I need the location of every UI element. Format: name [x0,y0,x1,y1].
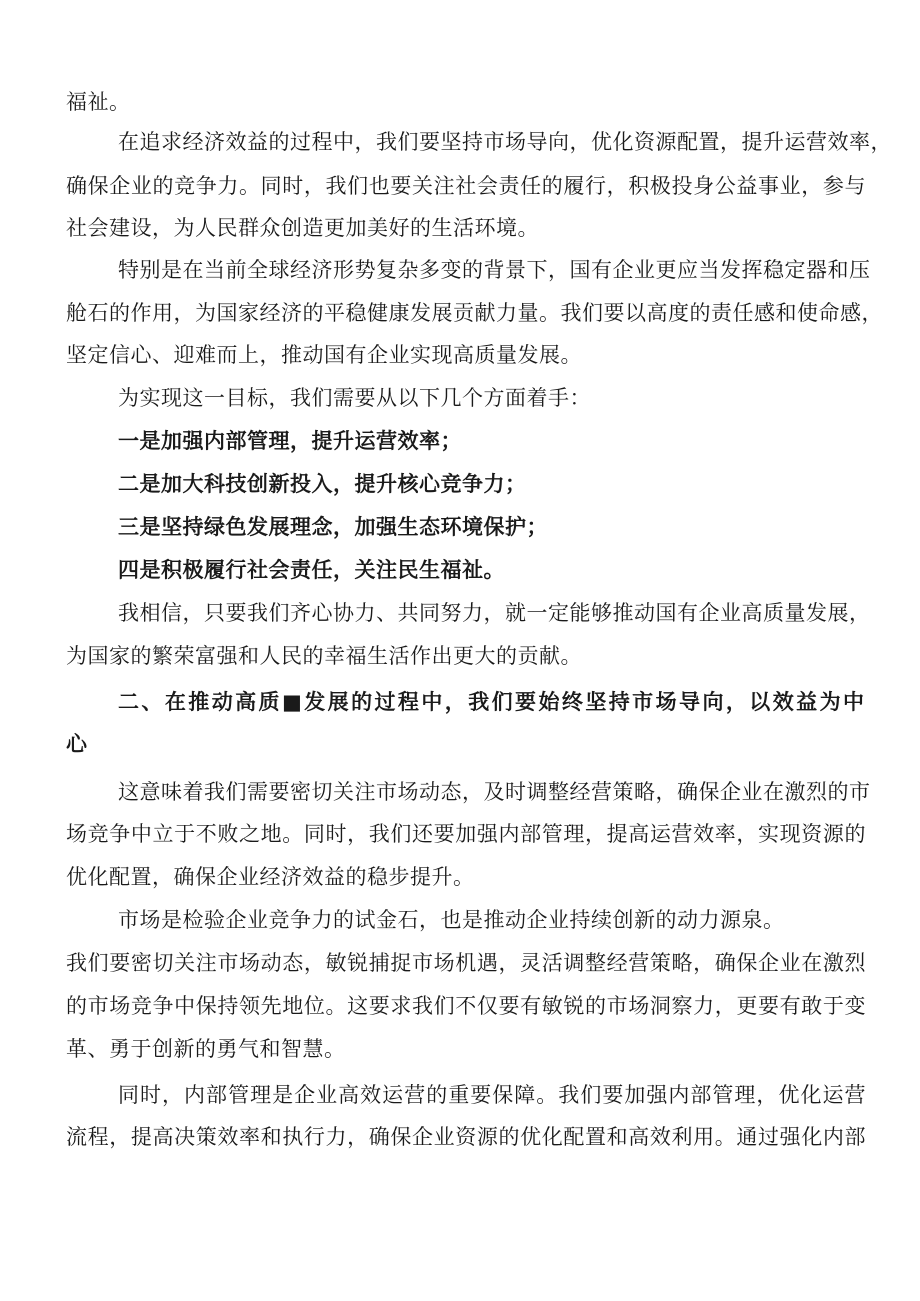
paragraph-line: 我相信，只要我们齐心协力、共同努力，就一定能够推动国有企业高质量发展， [118,601,871,625]
paragraph-line: 舱石的作用，为国家经济的平稳健康发展贡献力量。我们要以高度的责任感和使命感， [66,301,883,325]
list-item-line: 三是坚持绿色发展理念，加强生态环境保护； [118,514,548,539]
paragraph-line: 这意味着我们需要密切关注市场动态，及时调整经营策略，确保企业在激烈的市 [118,780,871,804]
paragraph-line: 为实现这一目标，我们需要从以下几个方面着手： [118,386,591,410]
paragraph-line: 确保企业的竞争力。同时，我们也要关注社会责任的履行，积极投身公益事业，参与 [66,174,866,198]
paragraph-line: 优化配置，确保企业经济效益的稳步提升。 [66,865,475,889]
section-heading-line: 二、在推动高质■发展的过程中，我们要始终坚持市场导向，以效益为中 [118,689,866,714]
list-item-line: 一是加强内部管理，提升运营效率； [118,428,462,453]
paragraph-line: 我们要密切关注市场动态，敏锐捕捉市场机遇，灵活调整经营策略，确保企业在激烈 [66,951,866,975]
paragraph-line: 福祉。 [66,90,131,114]
paragraph-line: 同时，内部管理是企业高效运营的重要保障。我们要加强内部管理，优化运营 [118,1083,866,1107]
paragraph-line: 在追求经济效益的过程中，我们要坚持市场导向，优化资源配置，提升运营效率， [118,130,892,154]
paragraph-line: 特别是在当前全球经济形势复杂多变的背景下，国有企业更应当发挥稳定器和压 [118,258,871,282]
paragraph-line: 市场是检验企业竞争力的试金石，也是推动企业持续创新的动力源泉。 [118,908,785,932]
paragraph-line: 社会建设，为人民群众创造更加美好的生活环境。 [66,216,539,240]
paragraph-line: 流程，提高决策效率和执行力，确保企业资源的优化配置和高效利用。通过强化内部 [66,1125,866,1149]
section-heading-line: 心 [66,731,89,756]
paragraph-line: 的市场竞争中保持领先地位。这要求我们不仅要有敏锐的市场洞察力，更要有敢于变 [66,994,866,1018]
list-item-line: 二是加大科技创新投入，提升核心竞争力； [118,471,527,496]
paragraph-line: 场竞争中立于不败之地。同时，我们还要加强内部管理，提高运营效率，实现资源的 [66,822,866,846]
paragraph-line: 坚定信心、迎难而上，推动国有企业实现高质量发展。 [66,343,582,367]
list-item-line: 四是积极履行社会责任，关注民生福祉。 [118,557,505,582]
paragraph-line: 为国家的繁荣富强和人民的幸福生活作出更大的贡献。 [66,644,582,668]
paragraph-line: 革、勇于创新的勇气和智慧。 [66,1037,346,1061]
